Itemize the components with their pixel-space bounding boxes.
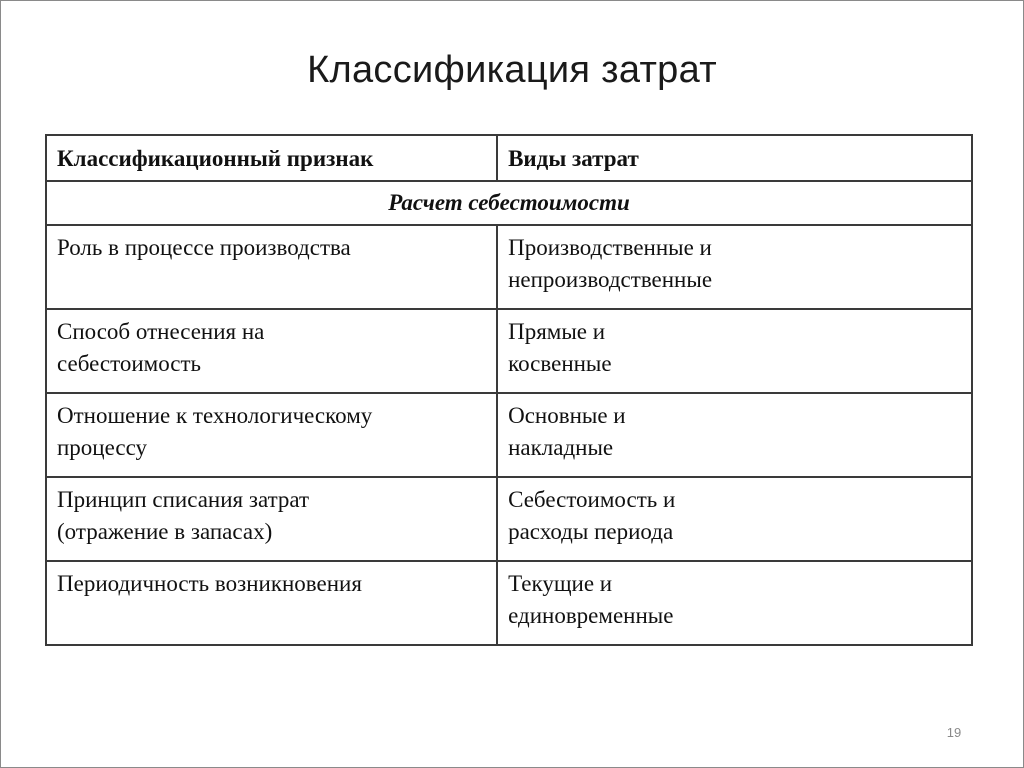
criterion-text: Роль в процессе производства: [57, 235, 351, 260]
table-row: [46, 225, 972, 309]
criterion-cell: [46, 393, 497, 477]
slide-title: Классификация затрат: [307, 49, 717, 91]
criterion-text: Способ отнесения на себестоимость: [57, 319, 265, 376]
table-row: [46, 561, 972, 645]
cost-types-text: Производственные и непроизводственные: [508, 235, 713, 292]
table-row: [46, 393, 972, 477]
criterion-text: Принцип списания затрат (отражение в запасах): [57, 487, 310, 544]
table-row: [46, 309, 972, 393]
cost-types-text: Прямые и косвенные: [508, 319, 612, 376]
cost-types-cell: [497, 225, 972, 309]
cost-types-text: Основные и накладные: [508, 403, 626, 460]
criterion-text: Отношение к технологическому процессу: [57, 403, 373, 460]
criterion-cell: [46, 309, 497, 393]
header-cost-types: Виды затрат: [497, 135, 972, 181]
cost-types-text: Себестоимость и расходы периода: [508, 487, 676, 544]
criterion-cell: [46, 561, 497, 645]
table-header-row: [46, 135, 972, 181]
cost-types-cell: [497, 309, 972, 393]
cost-classification-table: [45, 134, 973, 646]
criterion-text: Периодичность возникновения: [57, 571, 362, 596]
criterion-cell: [46, 225, 497, 309]
criterion-cell: [46, 477, 497, 561]
header-criterion: Классификационный признак: [46, 135, 497, 181]
page-number: 19: [946, 725, 962, 740]
table-row: [46, 477, 972, 561]
cost-types-text: Текущие и единовременные: [508, 571, 674, 628]
section-row: [46, 181, 972, 225]
cost-types-cell: [497, 477, 972, 561]
cost-types-cell: [497, 561, 972, 645]
cost-types-cell: [497, 393, 972, 477]
section-title: Расчет себестоимости: [46, 181, 972, 225]
